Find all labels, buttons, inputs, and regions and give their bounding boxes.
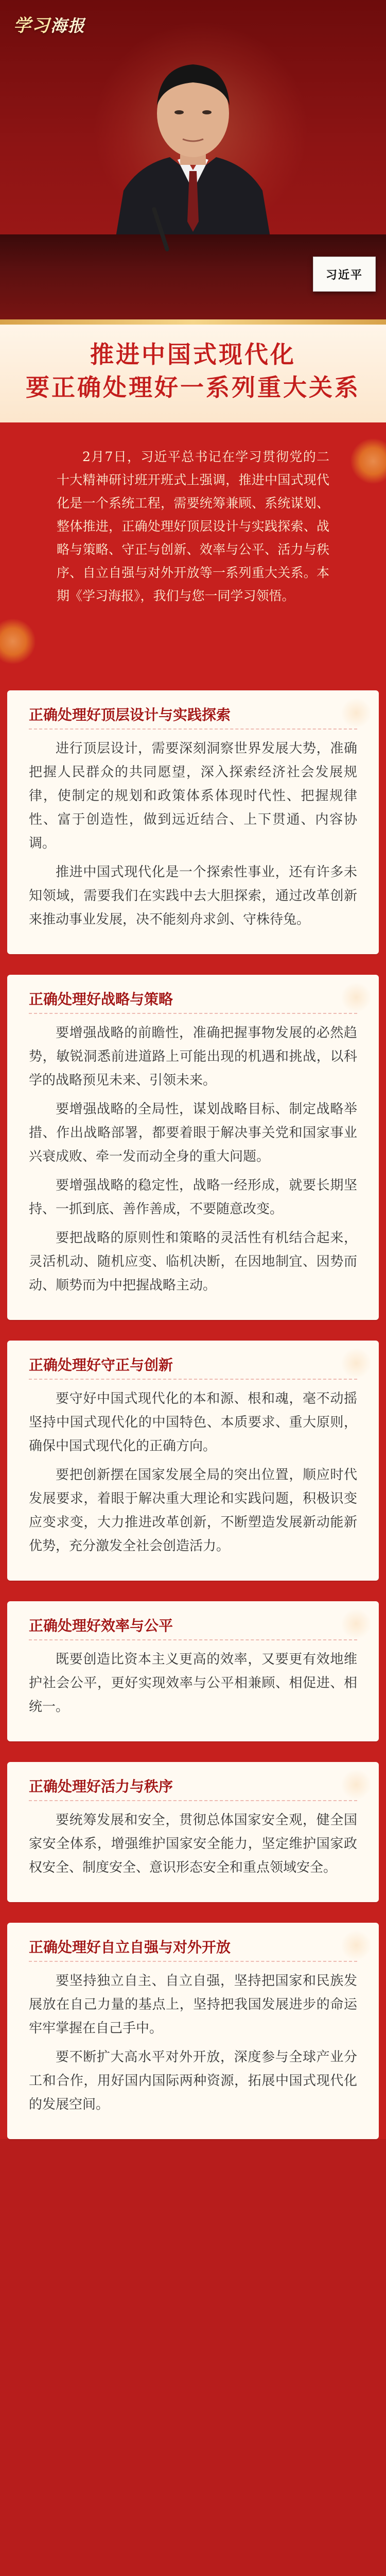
sections-list — [0, 680, 386, 2139]
section-paragraph: 要不断扩大高水平对外开放，深度参与全球产业分工和合作，用好国内国际两种资源，拓展中国式现代化的发展空间。 — [29, 2049, 357, 2112]
section-card — [7, 690, 379, 954]
section-paragraph: 要守好中国式现代化的本和源、根和魂，毫不动摇坚持中国式现代化的中国特色、本质要求、重大原则，确保中国式现代化的正确方向。 — [29, 1391, 357, 1454]
nameplate: 习近平 — [313, 257, 376, 292]
headline — [0, 319, 386, 422]
section-paragraph: 进行顶层设计，需要深刻洞察世界发展大势，准确把握人民群众的共同愿望，深入探索经济社会发展规律，使制定的规划和政策体系体现时代性、把握规律性、富于创造性，做到远近结合、上下贯通、内容协调。 — [29, 741, 357, 851]
section-paragraph: 要把创新摆在国家发展全局的突出位置，顺应时代发展要求，着眼于解决重大理论和实践问题，积极识变应变求变，大力推进改革创新，不断塑造发展新动能新优势，充分激发全社会创造活力。 — [29, 1467, 357, 1554]
section-paragraph: 既要创造比资本主义更高的效率，又要更有效地维护社会公平，更好实现效率与公平相兼顾、相促进、相统一。 — [29, 1652, 357, 1715]
section-paragraph: 要增强战略的全局性，谋划战略目标、制定战略举措、作出战略部署，都要着眼于解决事关党和国家事业兴衰成败、牵一发而动全身的重大问题。 — [29, 1101, 357, 1164]
section-title: 正确处理好战略与策略 — [29, 989, 357, 1014]
section-title: 正确处理好效率与公平 — [29, 1616, 357, 1640]
section-paragraph: 要坚持独立自主、自立自强，坚持把国家和民族发展放在自己力量的基点上，坚持把我国发展进步的命运牢牢掌握在自己手中。 — [29, 1973, 357, 2036]
section-card — [7, 1762, 379, 1902]
section-title: 正确处理好自立自强与对外开放 — [29, 1937, 357, 1962]
speaker-photo — [108, 36, 278, 252]
section-card — [7, 1601, 379, 1741]
section-title: 正确处理好活力与秩序 — [29, 1776, 357, 1801]
brand-logo — [13, 11, 85, 37]
section-title: 正确处理好顶层设计与实践探索 — [29, 705, 357, 730]
section-card — [7, 975, 379, 1320]
headline-line1: 推进中国式现代化 — [90, 341, 296, 368]
flower-decoration — [0, 618, 36, 665]
flower-decoration — [350, 438, 386, 484]
section-card — [7, 1341, 379, 1581]
hero-banner — [0, 0, 386, 319]
section-paragraph: 要把战略的原则性和策略的灵活性有机结合起来，灵活机动、随机应变、临机决断，在因地制宜、因势而动、顺势而为中把握战略主动。 — [29, 1230, 357, 1293]
section-paragraph: 要统筹发展和安全，贯彻总体国家安全观，健全国家安全体系，增强维护国家安全能力，坚定维护国家政权安全、制度安全、意识形态安全和重点领域安全。 — [29, 1812, 357, 1875]
section-card — [7, 1923, 379, 2139]
brand-part1: 学习 — [13, 15, 50, 36]
section-paragraph: 要增强战略的前瞻性，准确把握事物发展的必然趋势，敏锐洞悉前进道路上可能出现的机遇和挑战，以科学的战略预见未来、引领未来。 — [29, 1025, 357, 1088]
headline-line2: 要正确处理好一系列重大关系 — [26, 374, 360, 401]
brand-part2: 海报 — [50, 16, 86, 36]
section-title: 正确处理好守正与创新 — [29, 1355, 357, 1380]
section-paragraph: 推进中国式现代化是一个探索性事业，还有许多未知领域，需要我们在实践中去大胆探索，通过改革创新来推动事业发展，决不能刻舟求剑、守株待兔。 — [29, 865, 357, 927]
intro-paragraph: 2月7日，习近平总书记在学习贯彻党的二十大精神研讨班开班式上强调，推进中国式现代化是一个系统工程，需要统筹兼顾、系统谋划、整体推进，正确处理好顶层设计与实践探索、战略与策略、守正与创新、效率与公平、活力与秩序、自立自强与对外开放等一系列重大关系。本期《学习海报》，我们与您一同学习领悟。 — [57, 449, 329, 603]
intro-section — [0, 422, 386, 680]
section-paragraph: 要增强战略的稳定性，战略一经形成，就要长期坚持、一抓到底、善作善成，不要随意改变。 — [29, 1178, 357, 1217]
